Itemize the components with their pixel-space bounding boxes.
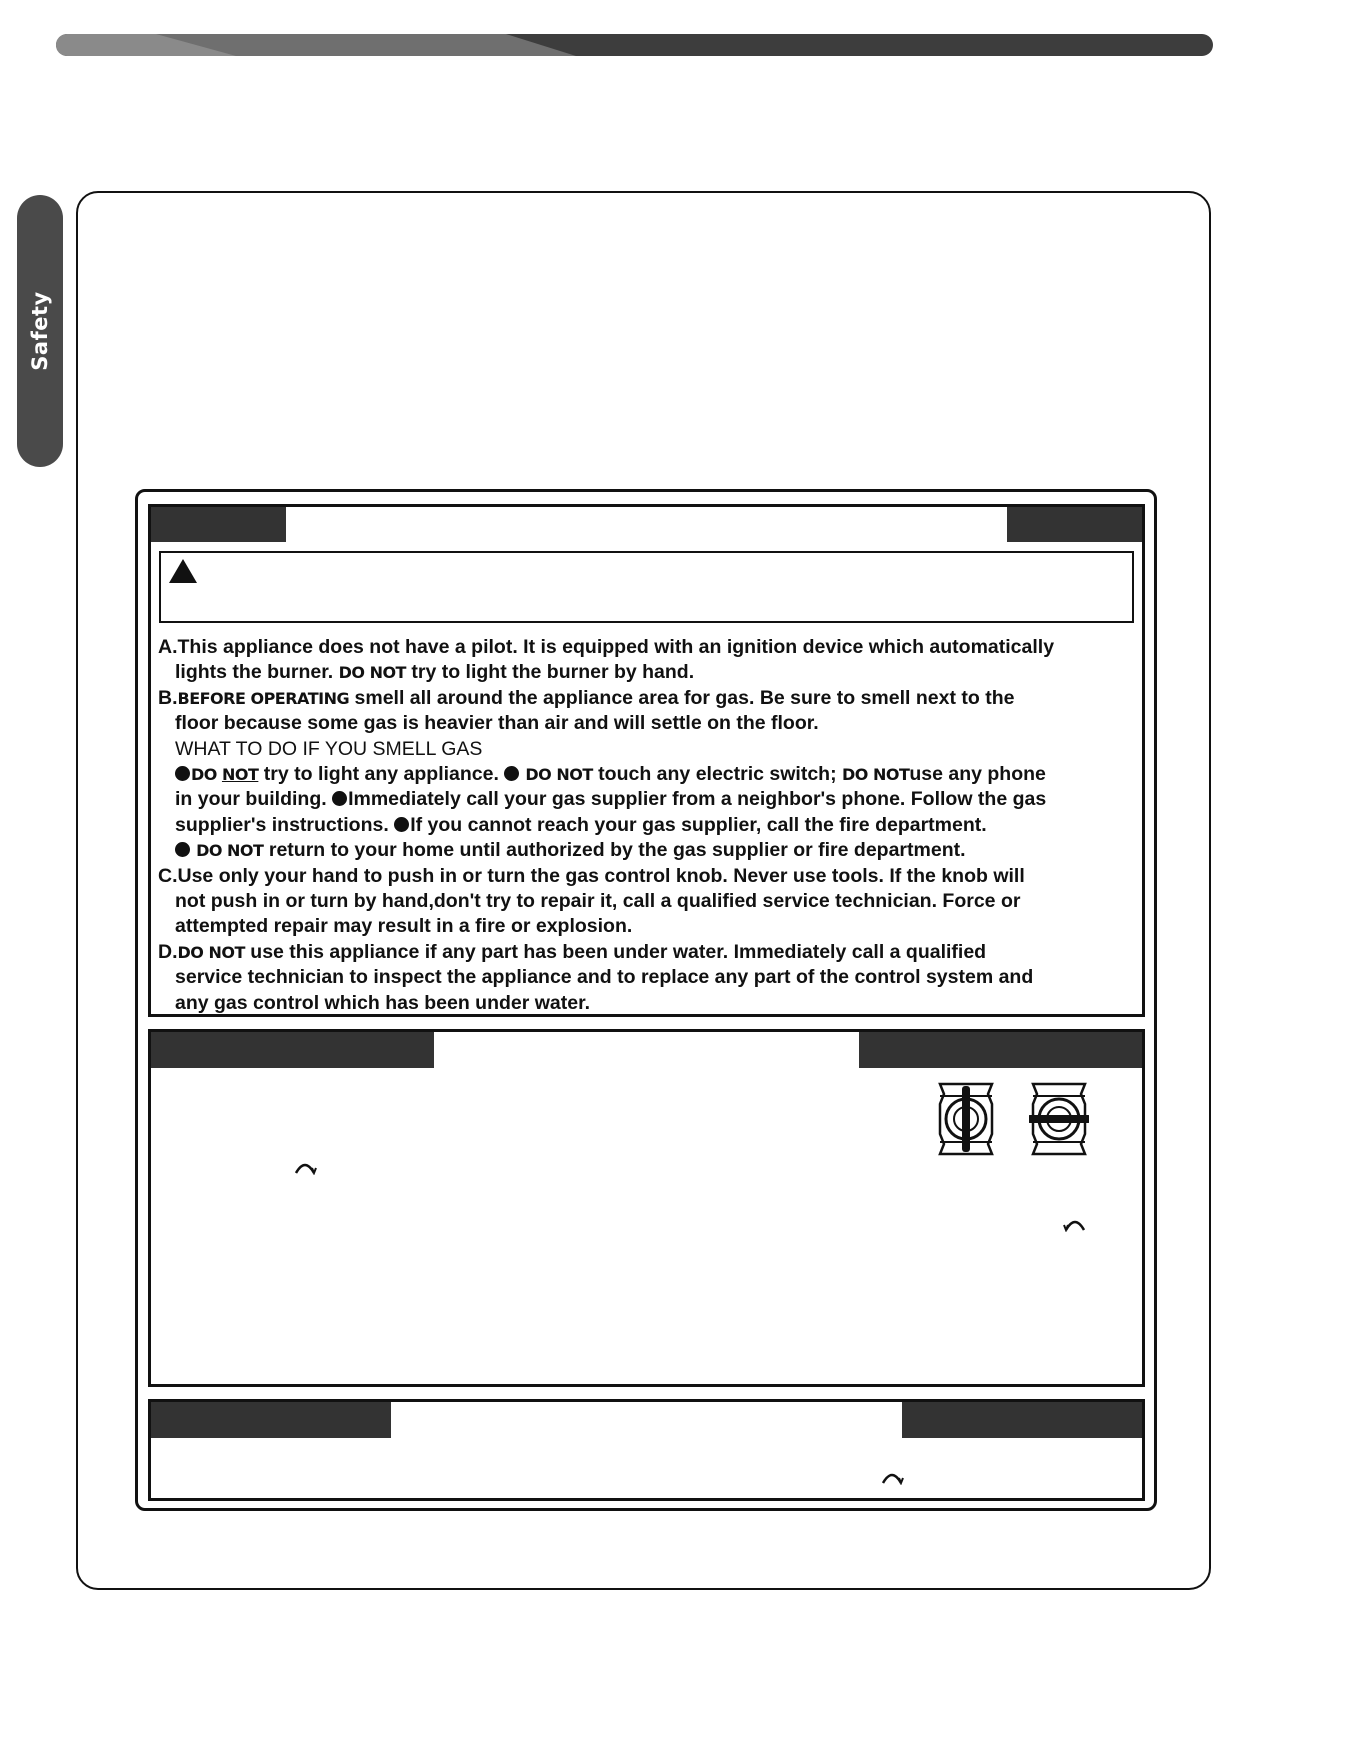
instruction-line-b5 [158, 787, 1138, 812]
section-header-bar [151, 1402, 1142, 1438]
instruction-text: DO NOT [338, 663, 406, 683]
instruction-text: smell all around the appliance area for gas. Be sure to smell next to the [349, 686, 1015, 709]
instruction-text: use this appliance if any part has been under water. Immediately call a qualified [244, 940, 987, 963]
section-header-bar [151, 1032, 1142, 1068]
instruction-text: WHAT TO DO IF YOU SMELL GAS [175, 737, 483, 760]
instruction-line-c1 [158, 864, 1138, 889]
operating-label-panel [135, 489, 1157, 1511]
instruction-text: return to your home until authorized by the gas supplier or fire department. [263, 839, 966, 862]
instruction-line-c2 [158, 889, 1138, 914]
instruction-text: lights the burner. [175, 661, 339, 684]
instruction-line-b7 [158, 838, 1138, 863]
bullet-dot-icon [394, 817, 409, 832]
instruction-text: DO NOT [177, 942, 245, 962]
instruction-text: If you cannot reach your gas supplier, call the fire department. [410, 813, 987, 836]
instruction-line-a1 [158, 635, 1138, 660]
header-decorative-bar [56, 34, 1213, 56]
instruction-text: NOT [221, 765, 259, 785]
instruction-text: C.Use only your hand to push in or turn the gas control knob. Never use tools. If the knob will [158, 864, 1025, 887]
section-header-bar [151, 507, 1142, 542]
instruction-line-b1 [158, 686, 1138, 711]
turn-arrow-icon [293, 1159, 317, 1175]
instruction-text: DO [191, 765, 222, 785]
instruction-line-c3 [158, 914, 1138, 939]
instruction-text: in your building. [175, 788, 333, 811]
instruction-text: any gas control which has been under water. [175, 991, 591, 1014]
instruction-text: use any phone [909, 763, 1046, 786]
instruction-text: attempted repair may result in a fire or explosion. [175, 915, 633, 938]
bullet-dot-icon [175, 842, 190, 857]
warning-triangle-icon [169, 559, 197, 583]
valve-knob-on-icon [936, 1082, 996, 1156]
side-tab-safety [17, 195, 63, 467]
instruction-text: D. [158, 940, 178, 963]
lighting-instructions-section [148, 1029, 1145, 1387]
warning-box [159, 551, 1134, 623]
instruction-text: DO NOT [842, 765, 910, 785]
instruction-text: touch any electric switch; [592, 763, 842, 786]
turn-off-gas-section [148, 1399, 1145, 1501]
instruction-line-d2 [158, 965, 1138, 990]
operating-instructions-text [158, 635, 1138, 1016]
side-tab-label: Safety [28, 291, 52, 371]
instruction-line-b3 [158, 737, 1138, 762]
instruction-text: try to light any appliance. [258, 763, 505, 786]
instruction-text: A.This appliance does not have a pilot. It is equipped with an ignition device which automatically [158, 636, 1055, 658]
instruction-text: DO NOT [191, 841, 264, 861]
instruction-line-b4 [158, 762, 1138, 787]
instruction-text: not push in or turn by hand,don't try to repair it, call a qualified service technician. Force or [175, 890, 1021, 913]
instruction-line-b6 [158, 813, 1138, 838]
instruction-text: Immediately call your gas supplier from a neighbor's phone. Follow the gas [348, 788, 1047, 811]
instruction-line-d1 [158, 940, 1138, 965]
bullet-dot-icon [175, 766, 190, 781]
instruction-text: supplier's instructions. [175, 813, 395, 836]
turn-arrow-icon [1063, 1216, 1087, 1232]
bullet-dot-icon [504, 766, 519, 781]
safety-warning-section [148, 504, 1145, 1017]
bullet-dot-icon [332, 791, 347, 806]
instruction-text: B. [158, 686, 178, 709]
instruction-text: floor because some gas is heavier than air and will settle on the floor. [175, 712, 819, 735]
turn-arrow-icon [880, 1469, 904, 1485]
instruction-text: DO NOT [520, 765, 593, 785]
instruction-text: try to light the burner by hand. [405, 661, 695, 684]
valve-knob-off-icon [1029, 1082, 1089, 1156]
instruction-line-a2 [158, 660, 1138, 685]
instruction-line-b2 [158, 711, 1138, 736]
instruction-text: service technician to inspect the appliance and to replace any part of the control system and [175, 966, 1034, 989]
instruction-text: BEFORE OPERATING [177, 688, 350, 708]
instruction-line-d3 [158, 991, 1138, 1016]
